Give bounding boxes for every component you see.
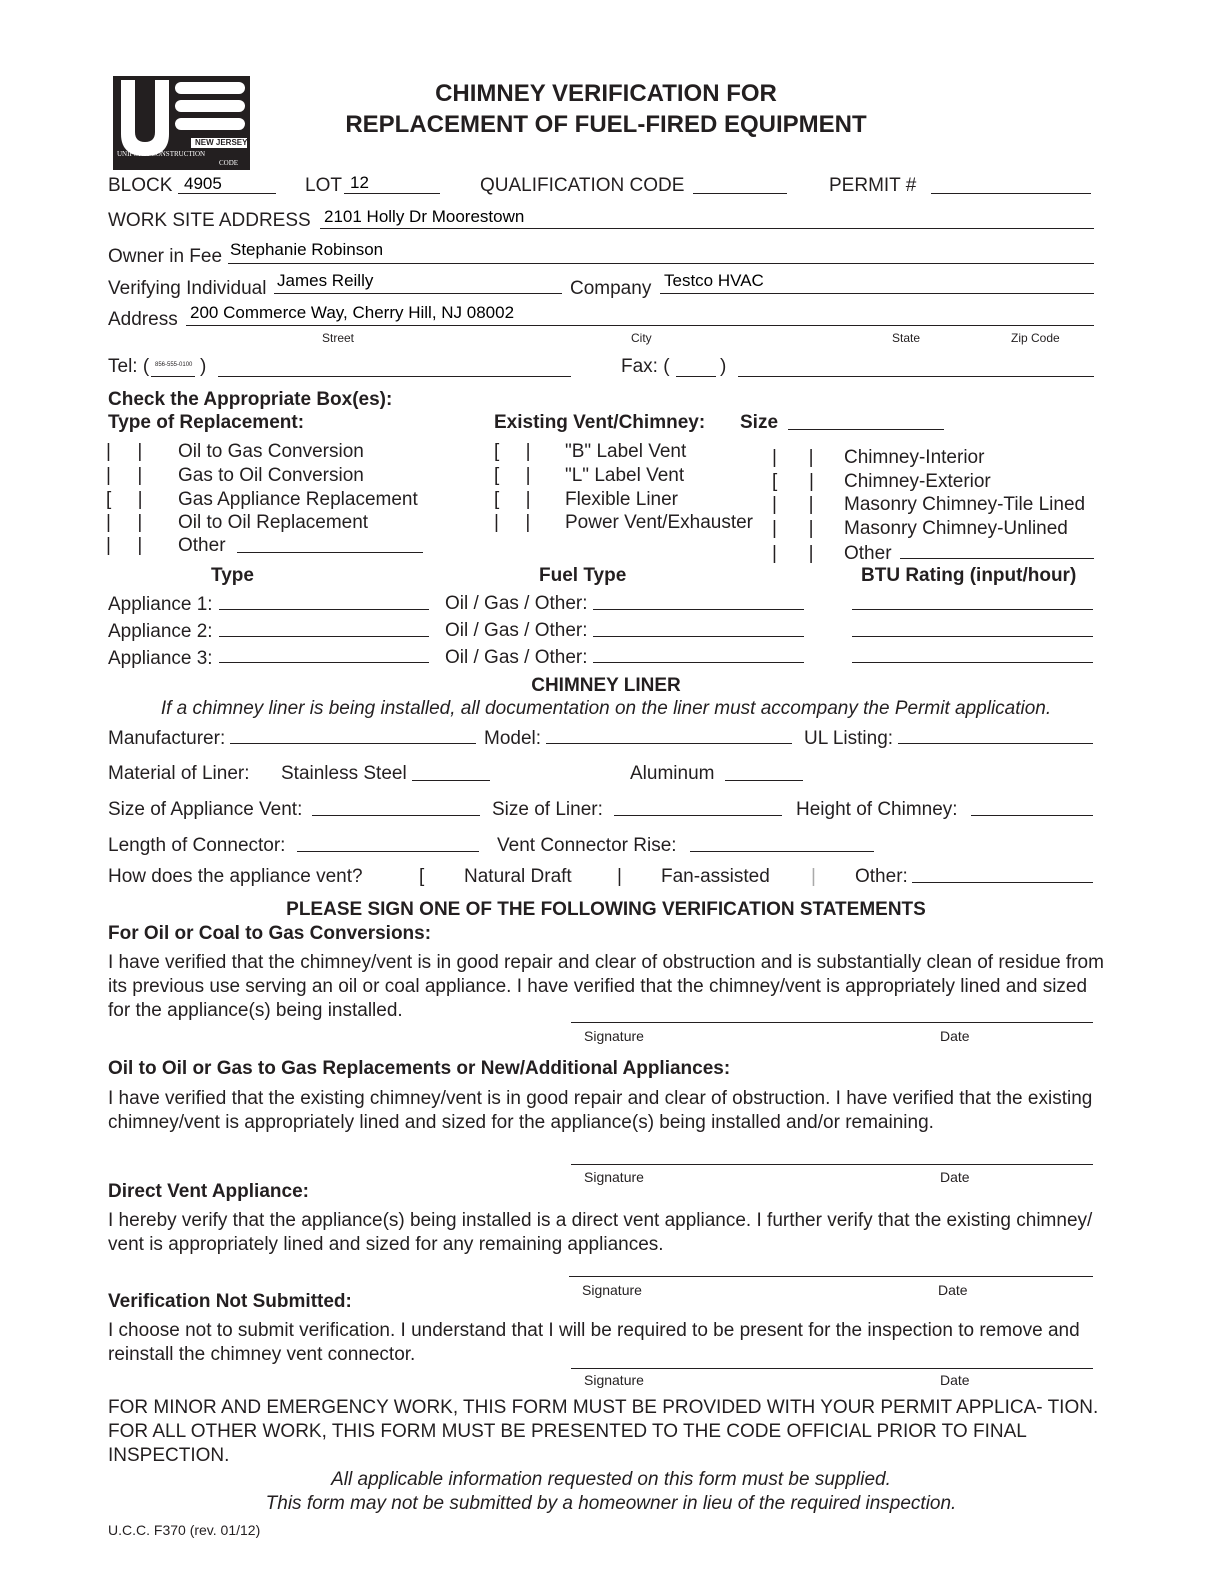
site-line (320, 228, 1094, 229)
fan-assisted-label: Fan-assisted (661, 866, 770, 887)
appliance-3-btu-line[interactable] (852, 662, 1093, 663)
replacement-item: Gas to Oil Conversion (178, 465, 364, 486)
fax-line[interactable] (738, 376, 1094, 377)
fuel-label: Oil / Gas / Other: (445, 620, 588, 641)
vent-item: Flexible Liner (565, 489, 678, 510)
checkbox-replacement-other[interactable]: | | (106, 535, 143, 556)
vent-heading: Existing Vent/Chimney: (494, 412, 706, 433)
logo-line1: UNIFORM CONSTRUCTION (117, 150, 206, 158)
material-label: Material of Liner: (108, 763, 250, 784)
appliance-3-type-line[interactable] (219, 662, 429, 663)
title-line2: REPLACEMENT OF FUEL-FIRED EQUIPMENT (345, 111, 867, 138)
appliance-3-fuel-line[interactable] (593, 662, 804, 663)
signature-caption: Signature (582, 1282, 642, 1298)
appliance-row-label: Appliance 2: (108, 621, 213, 642)
lot-line (344, 193, 440, 194)
stainless-line[interactable] (412, 780, 490, 781)
appliance-1-fuel-line[interactable] (593, 609, 804, 610)
ul-label: UL Listing: (804, 728, 894, 749)
appliance-1-btu-line[interactable] (852, 609, 1093, 610)
chimney-item: Masonry Chimney-Tile Lined (844, 494, 1086, 515)
owner-label: Owner in Fee (108, 246, 223, 267)
appliance-2-type-line[interactable] (219, 636, 429, 637)
vent-size-line[interactable] (312, 815, 480, 816)
checkbox-chimney-exterior[interactable]: [ | (772, 471, 814, 492)
liner-size-label: Size of Liner: (492, 799, 603, 820)
vent-size-label: Size of Appliance Vent: (108, 799, 303, 820)
qual-label: QUALIFICATION CODE (480, 175, 685, 196)
signature-caption: Signature (584, 1028, 644, 1044)
connector-line[interactable] (297, 851, 479, 852)
company-line (660, 293, 1094, 294)
vent-item: Power Vent/Exhauster (565, 512, 753, 533)
signature-line-3[interactable] (569, 1276, 1093, 1277)
owner-value[interactable]: Stephanie Robinson (230, 240, 384, 259)
lot-label: LOT (305, 175, 342, 196)
tel-label: Tel: ( (108, 356, 150, 377)
vent-item: "B" Label Vent (565, 441, 687, 462)
block-line (178, 193, 276, 194)
city-caption: City (631, 331, 652, 345)
checkbox-flexible-liner[interactable]: [ | (494, 489, 531, 510)
checkbox-l-vent[interactable]: [ | (494, 465, 531, 486)
checkbox-oil-to-oil[interactable]: | | (106, 512, 143, 533)
state-caption: State (892, 331, 921, 345)
footer-notice: FOR MINOR AND EMERGENCY WORK, THIS FORM MUST BE PROVIDED WITH YOUR PERMIT APPLICA- TION. FOR ALL OTHER WORK, THIS FORM MUST BE PRESENTED TO THE CODE OFFICIAL PRIOR TO FINAL INSPECTION. (108, 1397, 1099, 1466)
model-label: Model: (484, 728, 542, 749)
block-value[interactable]: 4905 (184, 174, 222, 193)
replacement-other-line[interactable] (237, 552, 423, 553)
aluminum-label: Aluminum (630, 763, 715, 784)
appliance-row-label: Appliance 1: (108, 594, 213, 615)
form-id: U.C.C. F370 (rev. 01/12) (108, 1522, 261, 1538)
fax-label: Fax: ( (621, 356, 670, 377)
signature-caption: Signature (584, 1169, 644, 1185)
liner-heading: CHIMNEY LINER (531, 675, 681, 696)
fuel-type-heading: Fuel Type (539, 565, 627, 586)
checkbox-vent-other[interactable]: | (811, 866, 816, 887)
liner-note: If a chimney liner is being installed, all documentation on the liner must accompany the Permit application. (160, 698, 1052, 719)
verifier-line (274, 293, 562, 294)
ul-line[interactable] (898, 743, 1093, 744)
block-label: BLOCK (108, 175, 173, 196)
size-label: Size (740, 412, 779, 433)
checkbox-masonry-lined[interactable]: | | (772, 494, 814, 515)
chimney-item: Chimney-Interior (844, 447, 985, 468)
vent-item: "L" Label Vent (565, 465, 685, 486)
tel-close: ) (200, 356, 207, 377)
signature-line-1[interactable] (571, 1022, 1093, 1023)
signature-caption: Signature (584, 1372, 644, 1388)
statement-2-text: I have verified that the existing chimney/vent is in good repair and clear of obstruction. I have verified that the existing chimney/vent is appropriately lined and sized for the appliance(s) being installed and/or remaining. (108, 1088, 1093, 1133)
date-caption: Date (940, 1028, 970, 1044)
logo-state: NEW JERSEY (195, 138, 248, 147)
date-caption: Date (938, 1282, 968, 1298)
model-line[interactable] (546, 743, 792, 744)
replacement-item: Oil to Gas Conversion (178, 441, 364, 462)
checkbox-natural-draft[interactable]: [ (419, 866, 425, 887)
appliance-1-type-line[interactable] (219, 609, 429, 610)
permit-label: PERMIT # (829, 175, 917, 196)
chimney-item: Chimney-Exterior (844, 471, 991, 492)
logo-line2: CODE (219, 159, 239, 167)
replacement-item: Oil to Oil Replacement (178, 512, 369, 533)
manufacturer-line[interactable] (230, 743, 476, 744)
company-label: Company (570, 278, 652, 299)
aluminum-line[interactable] (725, 780, 803, 781)
footer-note-1: All applicable information requested on this form must be supplied. (331, 1469, 891, 1490)
title-line1: CHIMNEY VERIFICATION FOR (435, 80, 777, 107)
liner-size-line[interactable] (614, 815, 782, 816)
verifier-value[interactable]: James Reilly (277, 271, 374, 290)
checkbox-gas-to-oil[interactable]: | | (106, 465, 143, 486)
height-label: Height of Chimney: (796, 799, 958, 820)
connector-label: Length of Connector: (108, 835, 286, 856)
appliance-type-heading: Type (211, 565, 254, 586)
signature-line-2[interactable] (571, 1164, 1093, 1165)
fuel-label: Oil / Gas / Other: (445, 593, 588, 614)
checkbox-fan-assisted[interactable]: | (617, 866, 622, 887)
address-value[interactable]: 200 Commerce Way, Cherry Hill, NJ 08002 (190, 303, 515, 322)
btu-heading: BTU Rating (input/hour) (861, 565, 1077, 586)
size-line[interactable] (788, 429, 944, 430)
tel-area-line (151, 376, 195, 377)
site-value[interactable]: 2101 Holly Dr Moorestown (324, 207, 525, 226)
checkbox-b-vent[interactable]: [ | (494, 441, 531, 462)
type-heading: Type of Replacement: (108, 412, 305, 433)
appliance-2-fuel-line[interactable] (593, 636, 804, 637)
statement-4-text: I choose not to submit verification. I understand that I will be required to be present for the inspection to remove and reinstall the chimney vent connector. (108, 1320, 1080, 1365)
fax-area-line[interactable] (676, 376, 716, 377)
statement-3-text: I hereby verify that the appliance(s) being installed is a direct vent appliance. I further verify that the existing chimney/ vent is appropriately lined and sized for any remaining appliances. (108, 1210, 1093, 1255)
how-vent-label: How does the appliance vent? (108, 866, 363, 887)
checkbox-masonry-unlined[interactable]: | | (772, 518, 814, 539)
appliance-2-btu-line[interactable] (852, 636, 1093, 637)
address-line (186, 325, 1094, 326)
lot-value[interactable]: 12 (350, 173, 369, 192)
fuel-label: Oil / Gas / Other: (445, 647, 588, 668)
checkbox-power-vent[interactable]: | | (494, 512, 531, 533)
stainless-label: Stainless Steel (281, 763, 407, 784)
manufacturer-label: Manufacturer: (108, 728, 226, 749)
date-caption: Date (940, 1372, 970, 1388)
vent-other-line[interactable] (912, 882, 1093, 883)
statement-2-title: Oil to Oil or Gas to Gas Replacements or New/Additional Appliances: (108, 1058, 731, 1079)
address-label: Address (108, 309, 178, 330)
natural-draft-label: Natural Draft (464, 866, 572, 887)
height-line[interactable] (971, 815, 1093, 816)
footer-note-2: This form may not be submitted by a homeowner in lieu of the required inspection. (265, 1493, 957, 1514)
replacement-item: Other (178, 535, 226, 556)
rise-line[interactable] (690, 851, 874, 852)
statement-1-text: I have verified that the chimney/vent is in good repair and clear of obstruction and is substantially clean of residue from its previous use serving an oil or coal appliance. I have verified that the chimney/vent is appropriately lined and sized for the appliance(s) being installed. (108, 952, 1104, 1021)
signature-line-4[interactable] (571, 1368, 1093, 1369)
street-caption: Street (322, 331, 355, 345)
checkbox-chimney-other[interactable]: | | (772, 543, 814, 564)
statement-3-title: Direct Vent Appliance: (108, 1181, 309, 1202)
zip-caption: Zip Code (1011, 331, 1060, 345)
tel-line[interactable] (218, 376, 571, 377)
qual-line[interactable] (693, 193, 787, 194)
company-value[interactable]: Testco HVAC (664, 271, 764, 290)
replacement-item: Gas Appliance Replacement (178, 489, 418, 510)
checkbox-gas-appliance[interactable]: [ | (106, 489, 143, 510)
vent-other-label: Other: (855, 866, 908, 887)
statements-heading: PLEASE SIGN ONE OF THE FOLLOWING VERIFICATION STATEMENTS (286, 899, 926, 920)
chimney-item: Other (844, 543, 892, 564)
appliance-row-label: Appliance 3: (108, 648, 213, 669)
verifier-label: Verifying Individual (108, 278, 267, 299)
statement-4-title: Verification Not Submitted: (108, 1291, 352, 1312)
date-caption: Date (940, 1169, 970, 1185)
rise-label: Vent Connector Rise: (497, 835, 677, 856)
permit-line[interactable] (931, 193, 1091, 194)
checkbox-chimney-interior[interactable]: | | (772, 447, 814, 468)
statement-1-title: For Oil or Coal to Gas Conversions: (108, 923, 432, 944)
owner-line (228, 263, 1094, 264)
checkbox-oil-to-gas[interactable]: | | (106, 441, 143, 462)
check-heading: Check the Appropriate Box(es): (108, 389, 393, 410)
tel-area[interactable]: 856-555-0100 (155, 362, 193, 368)
fax-close: ) (720, 356, 727, 377)
chimney-other-line[interactable] (900, 558, 1094, 559)
site-label: WORK SITE ADDRESS (108, 210, 311, 231)
chimney-item: Masonry Chimney-Unlined (844, 518, 1068, 539)
